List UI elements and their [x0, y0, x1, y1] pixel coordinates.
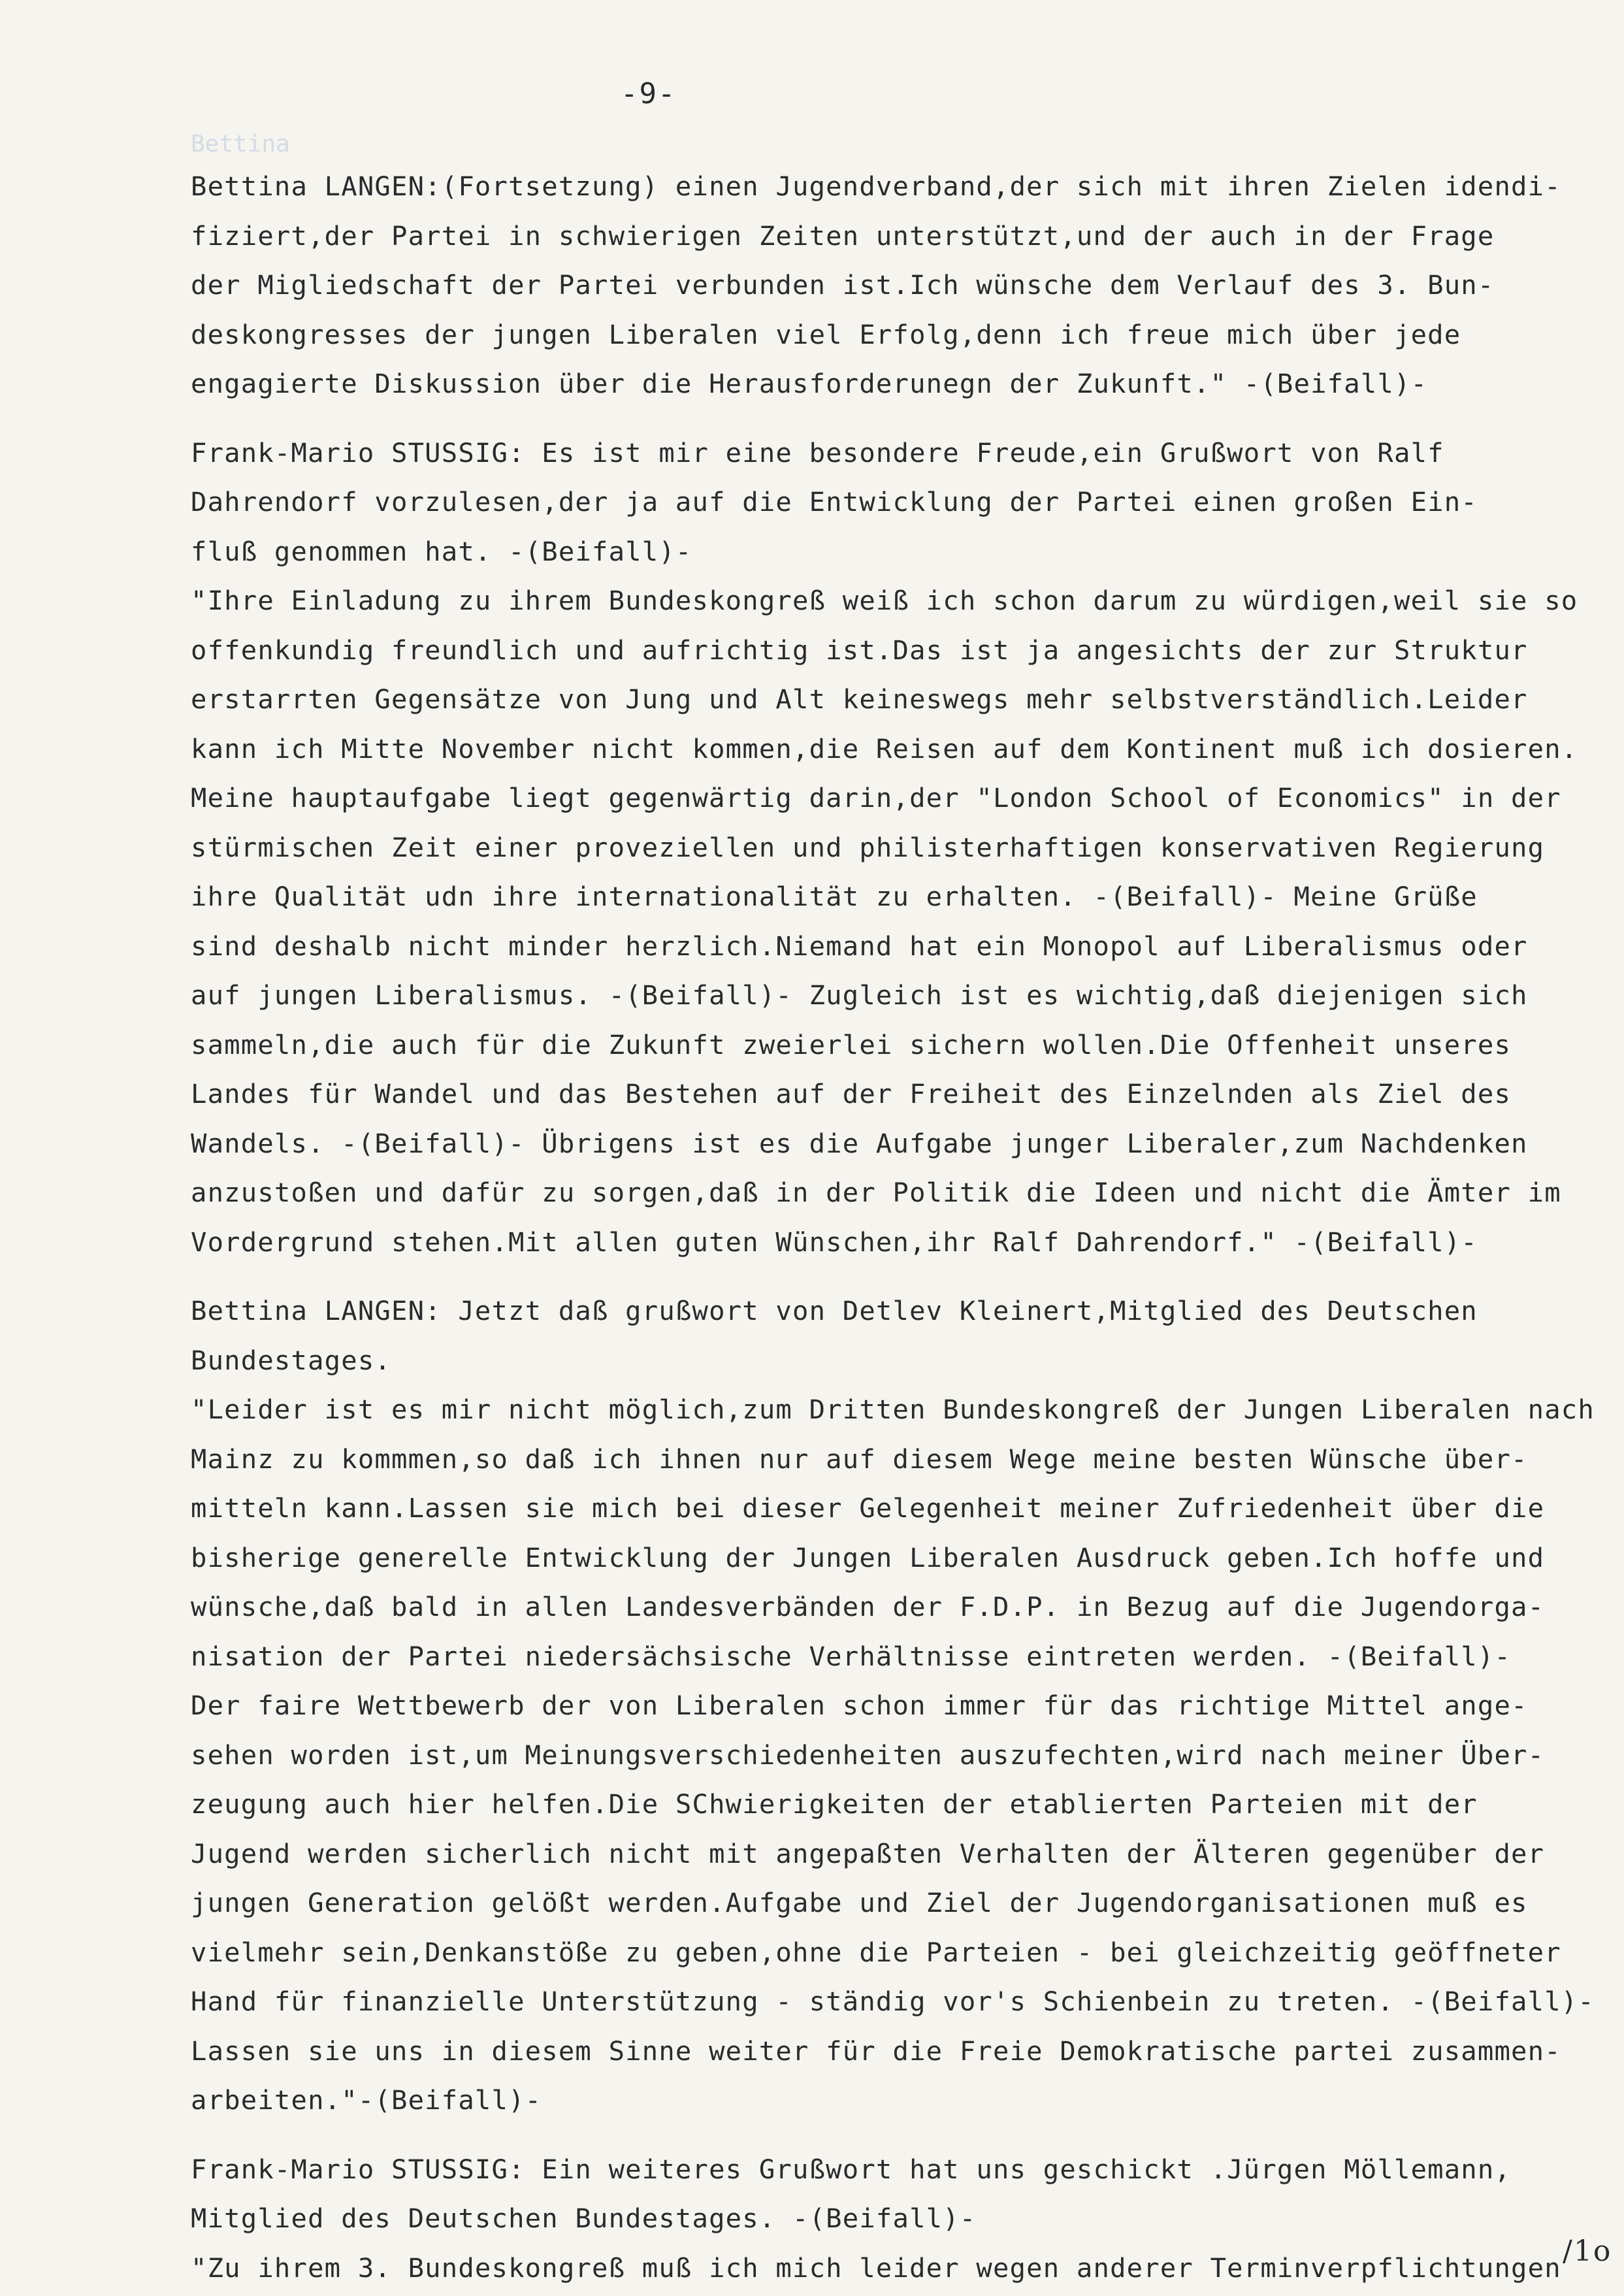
- text-line: jungen Generation gelößt werden.Aufgabe und Ziel der Jugendorganisationen muß es: [191, 1887, 1528, 1918]
- text-line: Vordergrund stehen.Mit allen guten Wünschen,ihr Ralf Dahrendorf." -(Beifall)-: [191, 1226, 1478, 1258]
- text-line: engagierte Diskussion über die Herausforderunegn der Zukunft." -(Beifall)-: [191, 368, 1428, 399]
- text-line: vielmehr sein,Denkanstöße zu geben,ohne die Parteien - bei gleichzeitig geöffneter: [191, 1936, 1561, 1968]
- text-line: Lassen sie uns in diesem Sinne weiter für die Freie Demokratische partei zusammen-: [191, 2035, 1561, 2067]
- text-line: wünsche,daß bald in allen Landesverbänden der F.D.P. in Bezug auf die Jugendorga-: [191, 1591, 1545, 1622]
- text-line: Meine hauptaufgabe liegt gegenwärtig darin,der "London School of Economics" in der: [191, 782, 1561, 813]
- text-line: Bettina LANGEN:(Fortsetzung) einen Jugendverband,der sich mit ihren Zielen idendi-: [191, 171, 1561, 202]
- text-line: Frank-Mario STUSSIG: Es ist mir eine besondere Freude,ein Grußwort von Ralf: [191, 436, 1444, 468]
- text-line: anzustoßen und dafür zu sorgen,daß in der Politik die Ideen und nicht die Ämter im: [191, 1177, 1561, 1208]
- text-line: Landes für Wandel und das Bestehen auf der Freiheit des Einzelnden als Ziel des: [191, 1078, 1512, 1109]
- text-line: Hand für finanzielle Unterstützung - ständig vor's Schienbein zu treten. -(Beifall)-: [191, 1986, 1595, 2017]
- text-line: der Migliedschaft der Partei verbunden ist.Ich wünsche dem Verlauf des 3. Bun-: [191, 269, 1495, 301]
- text-line: mitteln kann.Lassen sie mich bei dieser Gelegenheit meiner Zufriedenheit über die: [191, 1492, 1545, 1524]
- text-line: "Zu ihrem 3. Bundeskongreß muß ich mich leider wegen anderer Terminverpflichtungen: [191, 2252, 1561, 2284]
- text-line: Bettina LANGEN: Jetzt daß grußwort von Detlev Kleinert,Mitglied des Deutschen: [191, 1295, 1478, 1326]
- text-line: auf jungen Liberalismus. -(Beifall)- Zugleich ist es wichtig,daß diejenigen sich: [191, 979, 1528, 1011]
- page-number: -9-: [621, 77, 677, 110]
- text-line: Bundestages.: [191, 1344, 391, 1376]
- paragraph-gap: [191, 1267, 1589, 1287]
- text-line: Mitglied des Deutschen Bundestages. -(Beifall)-: [191, 2203, 977, 2234]
- paragraph-dahrendorf-greeting: [191, 429, 1589, 1268]
- faint-bleed-through-text: Bettina: [191, 131, 290, 157]
- text-line: fiziert,der Partei in schwierigen Zeiten unterstützt,und der auch in der Frage: [191, 220, 1495, 252]
- text-line: Jugend werden sicherlich nicht mit angepaßten Verhalten der Älteren gegenüber der: [191, 1837, 1545, 1869]
- paragraph-kleinert-greeting: [191, 1287, 1595, 2125]
- text-line: Dahrendorf vorzulesen,der ja auf die Entwicklung der Partei einen großen Ein-: [191, 486, 1478, 517]
- text-line: erstarrten Gegensätze von Jung und Alt keineswegs mehr selbstverständlich.Leider: [191, 683, 1528, 715]
- text-line: Frank-Mario STUSSIG: Ein weiteres Grußwort hat uns geschickt .Jürgen Möllemann,: [191, 2153, 1512, 2185]
- text-line: kann ich Mitte November nicht kommen,die Reisen auf dem Kontinent muß ich dosieren.: [191, 732, 1578, 764]
- text-line: fluß genommen hat. -(Beifall)-: [191, 535, 692, 567]
- paragraph-gap: [191, 2125, 1589, 2145]
- text-line: nisation der Partei niedersächsische Verhältnisse eintreten werden. -(Beifall)-: [191, 1640, 1512, 1672]
- text-line: zeugung auch hier helfen.Die SChwierigkeiten der etablierten Parteien mit der: [191, 1788, 1478, 1820]
- text-line: "Ihre Einladung zu ihrem Bundeskongreß weiß ich schon darum zu würdigen,weil sie so: [191, 585, 1578, 616]
- continuation-mark: /1o: [1563, 2235, 1612, 2268]
- paragraph-langen-continued: [191, 162, 1589, 409]
- document-body: [191, 162, 1595, 2293]
- text-line: deskongresses der jungen Liberalen viel Erfolg,denn ich freue mich über jede: [191, 318, 1461, 350]
- text-line: sind deshalb nicht minder herzlich.Niemand hat ein Monopol auf Liberalismus oder: [191, 930, 1528, 962]
- text-line: offenkundig freundlich und aufrichtig ist.Das ist ja angesichts der zur Struktur: [191, 634, 1528, 666]
- text-line: arbeiten."-(Beifall)-: [191, 2084, 542, 2116]
- text-line: Mainz zu kommmen,so daß ich ihnen nur auf diesem Wege meine besten Wünsche über-: [191, 1443, 1528, 1475]
- text-line: Wandels. -(Beifall)- Übrigens ist es die Aufgabe junger Liberaler,zum Nachdenken: [191, 1127, 1528, 1159]
- text-line: ihre Qualität udn ihre internationalität zu erhalten. -(Beifall)- Meine Grüße: [191, 881, 1478, 912]
- paragraph-gap: [191, 409, 1589, 429]
- text-line: "Leider ist es mir nicht möglich,zum Dritten Bundeskongreß der Jungen Liberalen nach: [191, 1394, 1595, 1425]
- text-line: sehen worden ist,um Meinungsverschiedenheiten auszufechten,wird nach meiner Über-: [191, 1739, 1545, 1771]
- text-line: sammeln,die auch für die Zukunft zweierlei sichern wollen.Die Offenheit unseres: [191, 1028, 1512, 1060]
- text-line: Der faire Wettbewerb der von Liberalen schon immer für das richtige Mittel ange-: [191, 1690, 1528, 1721]
- text-line: bisherige generelle Entwicklung der Jungen Liberalen Ausdruck geben.Ich hoffe und: [191, 1541, 1545, 1573]
- text-line: stürmischen Zeit einer proveziellen und philisterhaftigen konservativen Regierung: [191, 831, 1545, 863]
- paragraph-moellemann-greeting: [191, 2145, 1589, 2293]
